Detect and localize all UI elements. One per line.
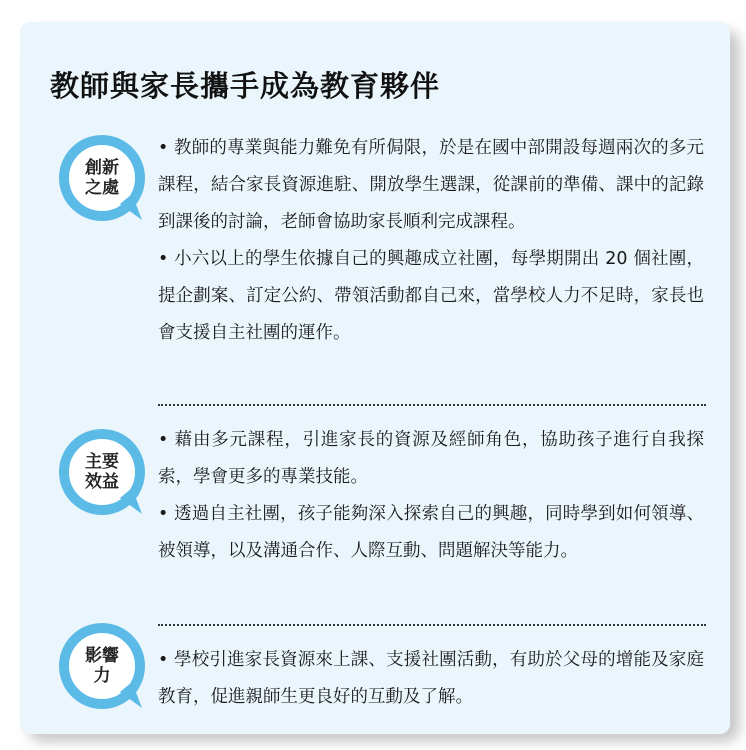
section-label: 影響力 [85,646,119,686]
speech-bubble-icon [58,622,152,716]
speech-bubble-icon [58,134,152,228]
bullet-item: • 小六以上的學生依據自己的興趣成立社團，每學期開出 20 個社團，提企劃案、訂定公約、帶領活動都自己來，當學校人力不足時，家長也會支援自主社團的運作。 [158,249,704,343]
bullet-item: • 透過自主社團，孩子能夠深入探索自己的興趣，同時學到如何領導、被領導，以及溝通合作、人際互動、問題解決等能力。 [158,504,704,561]
info-card [20,22,730,734]
speech-bubble-icon [58,428,152,522]
section-label: 創新之處 [85,158,119,198]
bullet-item: • 藉由多元課程，引進家長的資源及經師角色，協助孩子進行自我探索，學會更多的專業技能。 [158,430,704,487]
page-title: 教師與家長攜手成為教育夥伴 [50,69,441,103]
section-content [158,130,704,352]
divider [158,624,706,626]
section-content [158,642,704,716]
bullet-item: • 學校引進家長資源來上課、支援社團活動，有助於父母的增能及家庭教育，促進親師生更良好的互動及了解。 [158,650,704,707]
bullet-item: • 教師的專業與能力難免有所侷限，於是在國中部開設每週兩次的多元課程，結合家長資源進駐、開放學生選課，從課前的準備、課中的記錄到課後的討論，老師會協助家長順利完成課程。 [158,138,704,232]
section-content [158,422,704,570]
section-label: 主要效益 [85,452,119,492]
divider [158,404,706,406]
